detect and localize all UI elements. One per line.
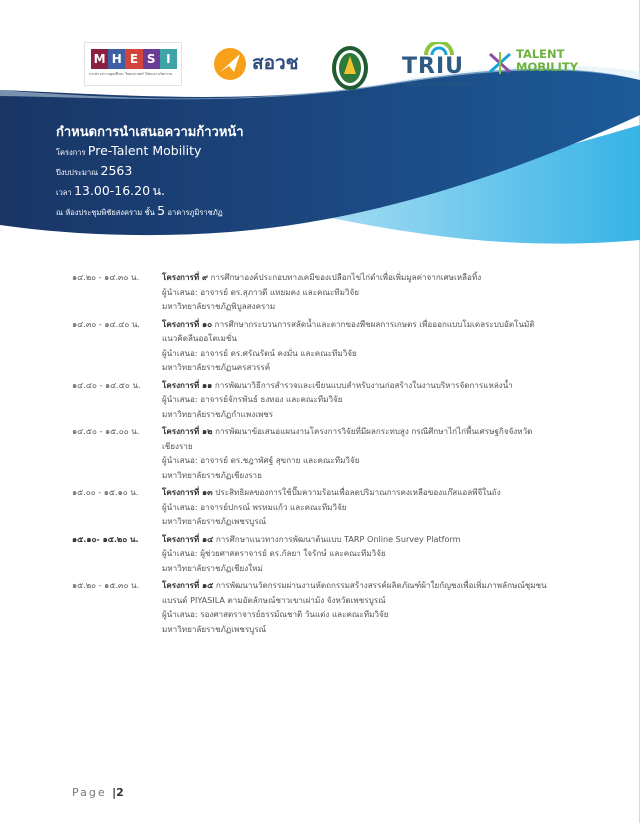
mhesi-logo bbox=[84, 42, 182, 86]
agenda-project-title: โครงการที่ ๑๑ การพัฒนาวิธีการสำรวจและเขียนแบบสำหรับงานก่อสร้างในงานบริหารจัดการแหล่งน้ำ bbox=[162, 379, 513, 390]
partner-logos bbox=[0, 18, 640, 88]
mhesi-letter: I bbox=[160, 49, 177, 69]
agenda-presenter: ผู้นำเสนอ: อาจารย์ ดร.ศรัณรัตน์ คงมั่น และคณะทีมวิจัย bbox=[162, 347, 357, 358]
agenda-item bbox=[72, 317, 612, 375]
university-seal-logo bbox=[330, 44, 370, 92]
agenda-body bbox=[162, 317, 612, 375]
agenda-item bbox=[72, 532, 612, 576]
agenda-project-title-continued: แนวคิดลีนออโตเมชั่น bbox=[162, 333, 237, 343]
mhesi-letter: S bbox=[143, 49, 160, 69]
agenda-time: ๑๕.๑๐- ๑๕.๒๐ น. bbox=[72, 533, 139, 544]
venue-line: ณ ห้องประชุมพิชัยสงคราม ชั้น 5 อาคารภูมิราชภัฏ bbox=[56, 203, 223, 218]
agenda-university: มหาวิทยาลัยราชภัฏนครสวรรค์ bbox=[162, 362, 271, 372]
agenda-project-title: โครงการที่ ๑๓ ประสิทธิผลของการใช้ปั๊มความร้อนเพื่อลดปริมาณการคงเหลือของแก๊สแอลพีจีในถัง bbox=[162, 487, 501, 497]
budget-line: ปีงบประมาณ 2563 bbox=[56, 163, 133, 178]
agenda-list bbox=[72, 270, 612, 639]
agenda-presenter: ผู้นำเสนอ: ผู้ช่วยศาสตราจารย์ ดร.กัลยา ใจรักษ์ และคณะทีมวิจัย bbox=[162, 548, 386, 558]
sorvo-name: สอวช bbox=[252, 52, 299, 74]
triu-subtitle: TALENT RESOURCES PROMOTION bbox=[402, 82, 469, 87]
agenda-item bbox=[72, 578, 612, 636]
agenda-project-label: โครงการที่ ๑๒ bbox=[162, 426, 213, 436]
agenda-presenter: ผู้นำเสนอ: อาจารย์ ดร.ชฎาพัศฐ์ สุขกาย และคณะทีมวิจัย bbox=[162, 455, 360, 465]
agenda-time: ๑๔.๕๐ - ๑๕.๐๐ น. bbox=[72, 426, 140, 436]
agenda-university: มหาวิทยาลัยราชภัฏเพชรบูรณ์ bbox=[162, 623, 267, 634]
seal-icon bbox=[330, 44, 370, 92]
agenda-project-label: โครงการที่ ๑๓ bbox=[162, 487, 213, 497]
agenda-project-title: โครงการที่ ๑๒ การพัฒนาข้อเสนอแผนงานโครงการวิจัยที่มีผลกระทบสูง กรณีศึกษาไก่ไก่พื้นเศรษฐกิจจังหวัด bbox=[162, 426, 533, 436]
agenda-project-label: โครงการที่ ๙ bbox=[162, 272, 208, 282]
agenda-presenter: ผู้นำเสนอ: อาจารย์จักรพันธ์ ธงทอง และคณะทีมวิจัย bbox=[162, 394, 343, 404]
agenda-university: มหาวิทยาลัยราชภัฏกำแพงเพชร bbox=[162, 408, 274, 419]
mhesi-letter: E bbox=[125, 49, 142, 69]
sorvo-arrow-icon bbox=[212, 46, 248, 82]
agenda-project-label: โครงการที่ ๑๔ bbox=[162, 533, 214, 544]
agenda-project-title-continued: เชียงราย bbox=[162, 440, 193, 451]
footer-page-label: Page bbox=[72, 786, 107, 799]
agenda-time: ๑๕.๐๐ - ๑๕.๑๐ น. bbox=[72, 487, 139, 497]
time-line: เวลา 13.00-16.20 น. bbox=[56, 183, 165, 198]
mhesi-subtitle: กระทรวงการอุดมศึกษา วิทยาศาสตร์ วิจัยและนวัตกรรม bbox=[89, 72, 173, 76]
talent-mobility-star-icon bbox=[486, 50, 514, 76]
agenda-university: มหาวิทยาลัยราชภัฏพิบูลสงคราม bbox=[162, 301, 276, 311]
agenda-item bbox=[72, 270, 612, 314]
agenda-presenter: ผู้นำเสนอ: อาจารย์ปกรณ์ พรหมแก้ว และคณะทีมวิจัย bbox=[162, 501, 347, 512]
agenda-project-title-continued: แบรนด์ PIYASILA ตามอัตลักษณ์ชาวเขาเผ่าม้ง จังหวัดเพชรบูรณ์ bbox=[162, 594, 386, 605]
mhesi-letter: H bbox=[108, 49, 125, 69]
agenda-presenter: ผู้นำเสนอ: รองศาสตราจารย์ธรรม์ณชาติ วันแต่ง และคณะทีมวิจัย bbox=[162, 609, 389, 619]
footer-page-number: 2 bbox=[116, 786, 124, 799]
header-title-block bbox=[56, 124, 244, 222]
agenda-body bbox=[162, 532, 612, 576]
agenda-time: ๑๔.๒๐ - ๑๔.๓๐ น. bbox=[72, 272, 140, 282]
footer-separator: | bbox=[112, 786, 117, 799]
agenda-project-title: โครงการที่ ๙ การศึกษาองค์ประกอบทางเคมีของเปลือกไข่ไก่ดำเพื่อเพิ่มมูลค่าจากเศษเหลือทิ้ง bbox=[162, 272, 482, 282]
agenda-university: มหาวิทยาลัยราชภัฏเชียงราย bbox=[162, 469, 262, 480]
agenda-project-label: โครงการที่ ๑๑ bbox=[162, 379, 213, 390]
agenda-body bbox=[162, 270, 612, 314]
agenda-project-label: โครงการที่ ๑๐ bbox=[162, 318, 213, 329]
agenda-time: ๑๕.๒๐ - ๑๕.๓๐ น. bbox=[72, 580, 140, 590]
triu-name: TRIU bbox=[402, 54, 464, 79]
page-header-banner bbox=[0, 0, 640, 260]
agenda-item bbox=[72, 378, 612, 422]
agenda-body bbox=[162, 424, 612, 482]
agenda-body bbox=[162, 578, 612, 636]
agenda-university: มหาวิทยาลัยราชภัฏเชียงใหม่ bbox=[162, 562, 263, 573]
triu-logo bbox=[402, 42, 482, 90]
agenda-project-title: โครงการที่ ๑๔ การศึกษาแนวทางการพัฒนาต้นแบบ TARP Online Survey Platform bbox=[162, 533, 461, 544]
agenda-project-title: โครงการที่ ๑๕ การพัฒนานวัตกรรมผ่านงานหัตถกรรมสร้างสรรค์ผลิตภัณฑ์ผ้าใยกัญชงเพื่อเพิ่มภาพลักษณ์ชุมชน bbox=[162, 580, 547, 590]
agenda-project-label: โครงการที่ ๑๕ bbox=[162, 580, 214, 590]
agenda-item bbox=[72, 424, 612, 482]
mhesi-letter: M bbox=[91, 49, 108, 69]
page-title: กำหนดการนำเสนอความก้าวหน้า bbox=[56, 125, 244, 140]
agenda-time: ๑๔.๓๐ - ๑๔.๔๐ น. bbox=[72, 318, 140, 329]
agenda-university: มหาวิทยาลัยราชภัฏเพชรบูรณ์ bbox=[162, 516, 267, 526]
talent-mobility-logo bbox=[486, 48, 586, 82]
agenda-presenter: ผู้นำเสนอ: อาจารย์ ดร.สุภาวดี แหยมคง และคณะทีมวิจัย bbox=[162, 286, 360, 297]
agenda-project-title: โครงการที่ ๑๐ การศึกษากระบวนการสลัดน้ำและตากของพืชผลการเกษตร เพื่อออกแบบโมเดลระบบอัตโนมัติ bbox=[162, 318, 535, 329]
page-footer bbox=[72, 786, 124, 799]
agenda-item bbox=[72, 485, 612, 529]
agenda-body bbox=[162, 485, 612, 529]
project-line: โครงการ Pre-Talent Mobility bbox=[56, 143, 202, 158]
agenda-body bbox=[162, 378, 612, 422]
agenda-time: ๑๔.๔๐ - ๑๔.๕๐ น. bbox=[72, 379, 141, 390]
talent-mobility-name: TALENT MOBILITY bbox=[516, 47, 579, 74]
sorvo-logo bbox=[212, 46, 332, 92]
mhesi-letters bbox=[91, 49, 177, 69]
